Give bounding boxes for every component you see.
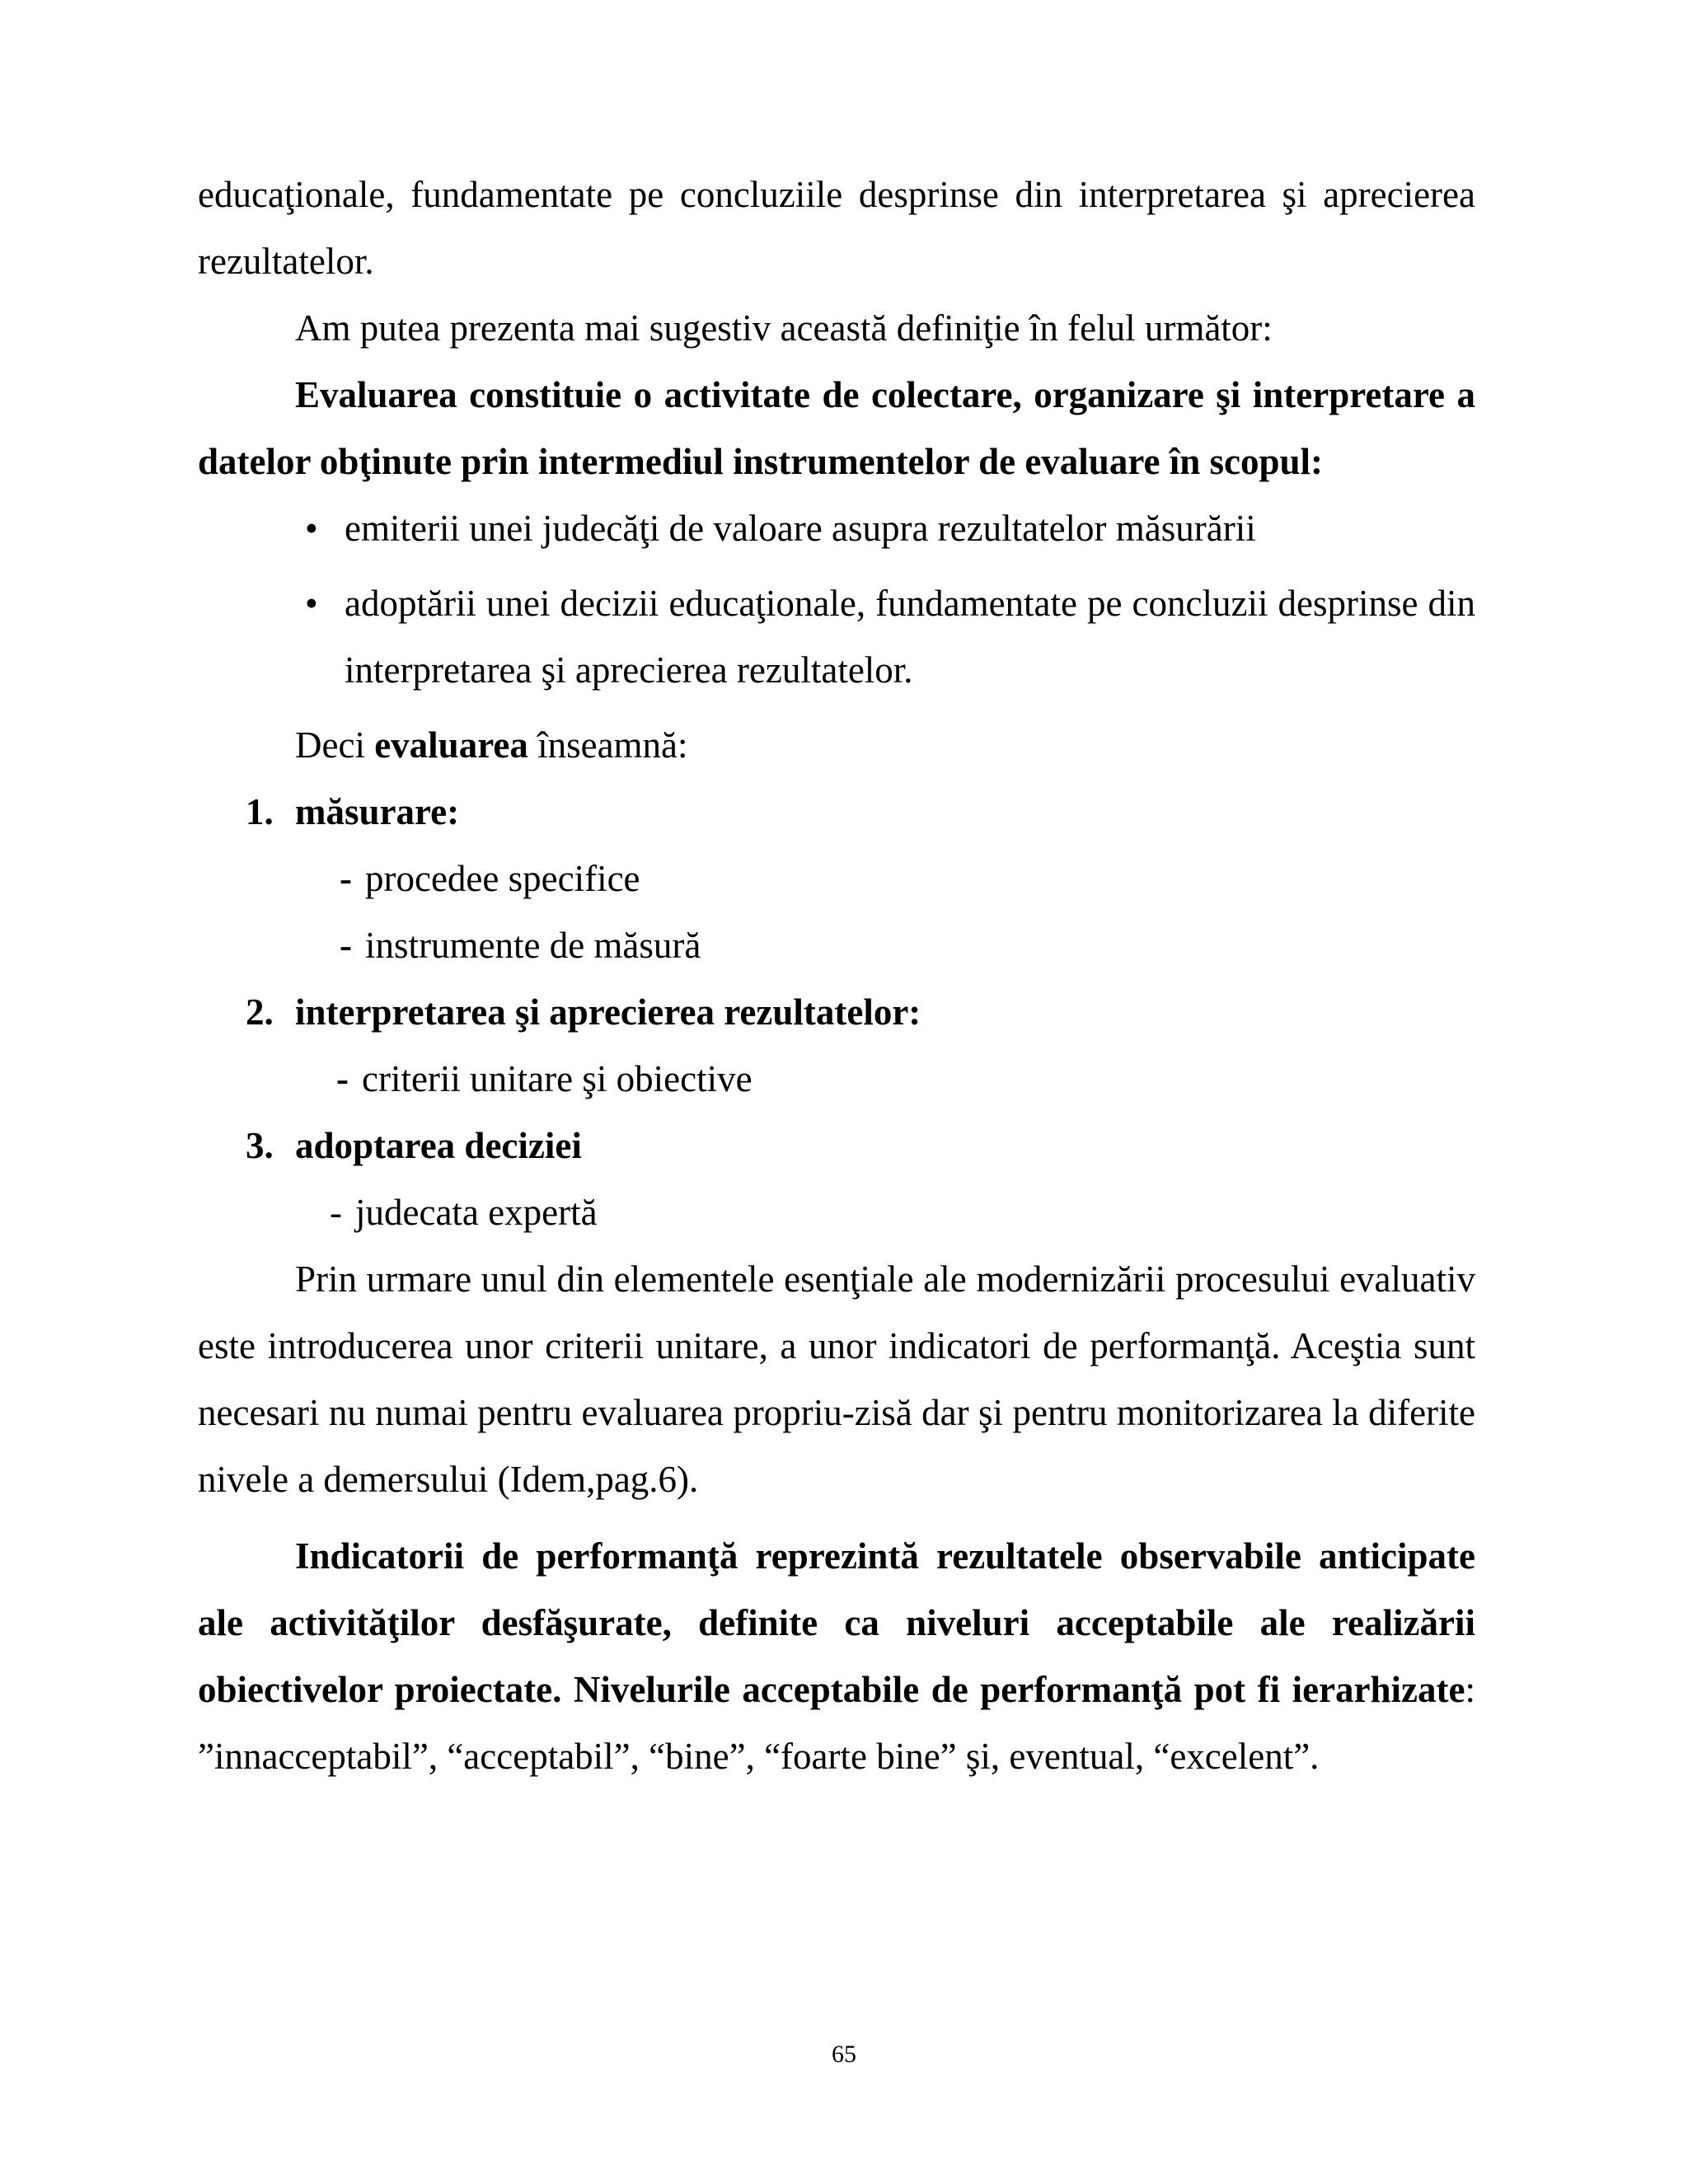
item-number: 3. bbox=[246, 1125, 274, 1166]
deci-bold-term: evaluarea bbox=[374, 724, 528, 766]
list-item bbox=[198, 912, 1475, 979]
sub-item-text: judecata expertă bbox=[355, 1192, 598, 1233]
sub-list-interpretare bbox=[198, 1046, 1475, 1113]
dash-icon: - bbox=[340, 925, 352, 966]
sub-list-masurare bbox=[198, 846, 1475, 979]
numbered-list bbox=[198, 1113, 1475, 1179]
dash-icon: - bbox=[330, 1192, 342, 1233]
document-body bbox=[198, 162, 1475, 1790]
list-item bbox=[198, 570, 1475, 704]
item-title: adoptarea deciziei bbox=[295, 1125, 582, 1166]
item-title: măsurare: bbox=[295, 791, 460, 832]
bullet-icon: • bbox=[305, 583, 318, 624]
deci-prefix: Deci bbox=[295, 724, 375, 766]
deci-suffix: înseamnă: bbox=[528, 724, 688, 766]
numbered-item-masurare bbox=[198, 779, 1475, 846]
bullet-list bbox=[198, 495, 1475, 704]
bullet-text: adoptării unei decizii educaţionale, fundamentate pe concluzii desprinse din interpretarea şi aprecierea rezultatelor. bbox=[345, 583, 1475, 691]
sub-item-text: instrumente de măsură bbox=[365, 925, 701, 966]
paragraph-indicatori bbox=[198, 1523, 1475, 1790]
list-item bbox=[198, 846, 1475, 912]
deci-paragraph bbox=[198, 712, 1475, 779]
numbered-list bbox=[198, 979, 1475, 1046]
sub-item-text: procedee specifice bbox=[365, 858, 640, 899]
numbered-list bbox=[198, 779, 1475, 846]
numbered-item-adoptare bbox=[198, 1113, 1475, 1179]
item-number: 1. bbox=[246, 791, 274, 832]
item-title: interpretarea şi aprecierea rezultatelor: bbox=[295, 991, 921, 1033]
indicatori-bold-text: Indicatorii de performanţă reprezintă rezultatele observabile anticipate ale activităţilor desfăşurate, definite ca niveluri acceptabile ale realizării obiectivelor proiectate. Nivelurile acceptabile de performanţă pot fi ierarhizate bbox=[198, 1535, 1475, 1710]
list-item bbox=[198, 1046, 1475, 1113]
paragraph-modernizare: Prin urmare unul din elementele esenţiale ale modernizării procesului evaluativ este introducerea unor criterii unitare, a unor indicatori de performanţă. Aceştia sunt necesari nu numai pentru evaluarea propriu-zisă dar şi pentru monitorizarea la diferite nivele a demersului (Idem,pag.6). bbox=[198, 1258, 1475, 1500]
list-item bbox=[198, 495, 1475, 562]
bullet-icon: • bbox=[305, 508, 318, 549]
paragraph-continuation: educaţionale, fundamentate pe concluziile desprinse din interpretarea şi aprecierea rezultatelor. bbox=[198, 174, 1475, 282]
list-item bbox=[198, 1179, 1475, 1246]
indicatori-levels-text: : ”innacceptabil”, “acceptabil”, “bine”, “foarte bine” şi, eventual, “excelent”. bbox=[198, 1669, 1475, 1777]
numbered-item-interpretare bbox=[198, 979, 1475, 1046]
dash-icon: - bbox=[340, 858, 352, 899]
sub-item-text: criterii unitare şi obiective bbox=[362, 1058, 753, 1099]
page-number: 65 bbox=[832, 2041, 856, 2068]
item-number: 2. bbox=[246, 991, 274, 1033]
bullet-text: emiterii unei judecăţi de valoare asupra rezultatelor măsurării bbox=[345, 508, 1256, 549]
paragraph-intro: Am putea prezenta mai sugestiv această definiţie în felul următor: bbox=[295, 307, 1273, 349]
sub-list-adoptare bbox=[198, 1179, 1475, 1246]
definition-paragraph: Evaluarea constituie o activitate de colectare, organizare şi interpretare a datelor obţinute prin intermediul instrumentelor de evaluare în scopul: bbox=[198, 374, 1475, 482]
dash-icon: - bbox=[336, 1058, 349, 1099]
